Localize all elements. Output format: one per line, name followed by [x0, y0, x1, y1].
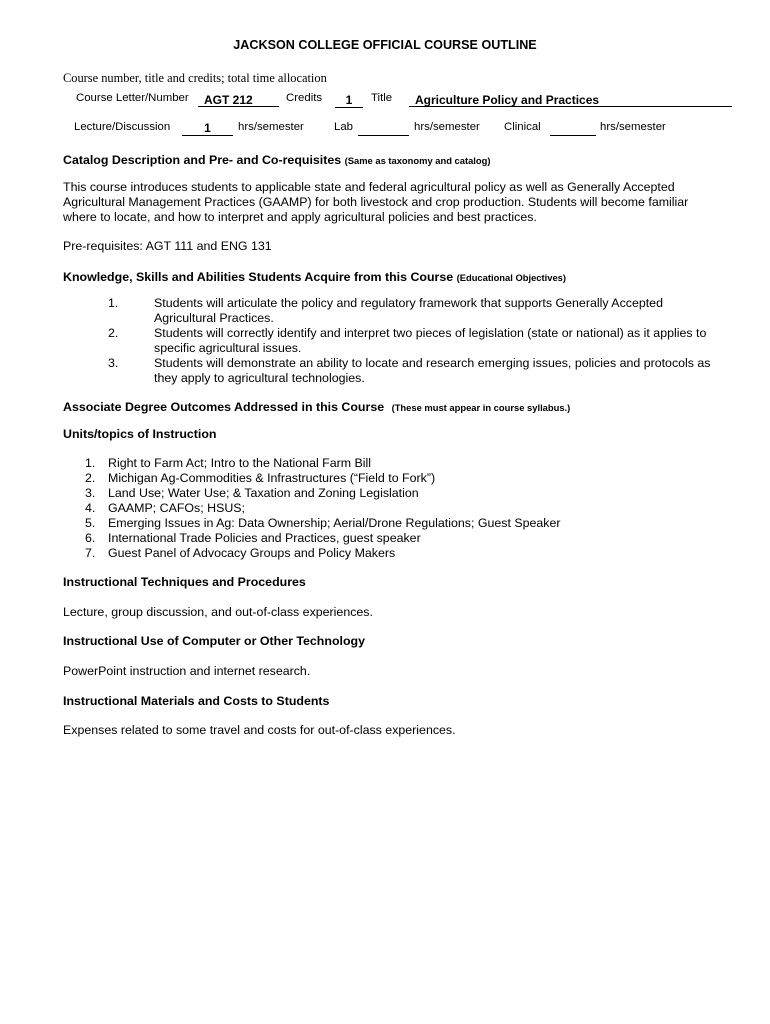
- course-letter-number-field[interactable]: AGT 212: [198, 93, 279, 107]
- units-heading: Units/topics of Instruction: [63, 427, 217, 441]
- outcomes-heading-note: (These must appear in course syllabus.): [391, 402, 571, 413]
- allocation-label: Course number, title and credits; total time allocation: [63, 71, 327, 85]
- catalog-heading-text: Catalog Description and Pre- and Co-requisites: [63, 153, 342, 167]
- title-label: Title: [371, 92, 393, 104]
- list-item-text: GAAMP; CAFOs; HSUS;: [108, 501, 246, 515]
- techniques-heading: Instructional Techniques and Procedures: [63, 575, 306, 589]
- lecture-hours-unit: hrs/semester: [238, 121, 304, 133]
- list-item-number: 2.: [85, 471, 96, 485]
- list-item: [63, 531, 561, 546]
- objectives-heading-text: Knowledge, Skills and Abilities Students Acquire from this Course: [63, 270, 454, 284]
- materials-heading: Instructional Materials and Costs to Students: [63, 694, 330, 708]
- credits-field[interactable]: 1: [335, 93, 363, 108]
- credits-label: Credits: [286, 92, 323, 104]
- list-item-number: 7.: [85, 546, 96, 560]
- lab-hours-unit: hrs/semester: [414, 121, 480, 133]
- list-item-text: Michigan Ag-Commodities & Infrastructures (“Field to Fork”): [108, 471, 436, 485]
- lecture-discussion-label: Lecture/Discussion: [74, 121, 171, 133]
- list-item-number: 1.: [85, 456, 96, 470]
- list-item-text: Guest Panel of Advocacy Groups and Policy Makers: [108, 546, 396, 560]
- course-title-field[interactable]: Agriculture Policy and Practices: [409, 93, 732, 107]
- objectives-list: [63, 296, 723, 386]
- materials-text: Expenses related to some travel and costs for out-of-class experiences.: [63, 723, 456, 737]
- list-item-text: Land Use; Water Use; & Taxation and Zoning Legislation: [108, 486, 419, 500]
- list-item: [63, 326, 723, 356]
- list-item-text: Emerging Issues in Ag: Data Ownership; Aerial/Drone Regulations; Guest Speaker: [108, 516, 561, 530]
- clinical-hours-unit: hrs/semester: [600, 121, 666, 133]
- list-item-number: 4.: [85, 501, 96, 515]
- outcomes-heading-text: Associate Degree Outcomes Addressed in this Course: [63, 400, 385, 414]
- lab-label: Lab: [334, 121, 354, 133]
- list-item-text: Right to Farm Act; Intro to the National Farm Bill: [108, 456, 372, 470]
- list-item: [63, 471, 561, 486]
- list-item-number: 1.: [108, 296, 119, 310]
- list-item-text: International Trade Policies and Practices, guest speaker: [108, 531, 421, 545]
- objectives-heading-note: (Educational Objectives): [456, 272, 566, 283]
- course-letter-number-label: Course Letter/Number: [76, 92, 189, 104]
- list-item-text: Students will demonstrate an ability to locate and research emerging issues, policies and protocols as they apply to agricultural technologies.: [154, 356, 711, 385]
- list-item: [63, 456, 561, 471]
- list-item-number: 3.: [85, 486, 96, 500]
- list-item-number: 2.: [108, 326, 119, 340]
- technology-text: PowerPoint instruction and internet research.: [63, 664, 311, 678]
- technology-heading: Instructional Use of Computer or Other Technology: [63, 634, 365, 648]
- techniques-text: Lecture, group discussion, and out-of-class experiences.: [63, 605, 373, 619]
- list-item: [63, 516, 561, 531]
- catalog-description: This course introduces students to applicable state and federal agricultural policy as well as Generally Accepted Agricultural Management Practices (GAAMP) for both livestock and crop production. Students will become familiar where to locate, and how to interpret and apply agricultural policies and best practices.: [63, 180, 689, 224]
- lab-hours-field[interactable]: [358, 121, 409, 136]
- catalog-heading: [63, 153, 491, 167]
- list-item-text: Students will correctly identify and interpret two pieces of legislation (state or national) as it applies to specific agricultural issues.: [154, 326, 707, 355]
- list-item: [63, 356, 723, 386]
- clinical-hours-field[interactable]: [550, 121, 596, 136]
- list-item: [63, 296, 723, 326]
- document-title: JACKSON COLLEGE OFFICIAL COURSE OUTLINE: [233, 38, 537, 52]
- list-item: [63, 486, 561, 501]
- list-item-text: Students will articulate the policy and regulatory framework that supports Generally Accepted Agricultural Practices.: [154, 296, 663, 325]
- units-list: [63, 456, 561, 561]
- list-item: [63, 501, 561, 516]
- outcomes-heading: [63, 400, 570, 414]
- list-item-number: 5.: [85, 516, 96, 530]
- prerequisites: Pre-requisites: AGT 111 and ENG 131: [63, 239, 272, 253]
- clinical-label: Clinical: [504, 121, 541, 133]
- objectives-heading: [63, 270, 566, 284]
- list-item-number: 6.: [85, 531, 96, 545]
- catalog-heading-note: (Same as taxonomy and catalog): [344, 155, 491, 166]
- lecture-hours-field[interactable]: 1: [182, 121, 233, 136]
- list-item-number: 3.: [108, 356, 119, 370]
- list-item: [63, 546, 561, 561]
